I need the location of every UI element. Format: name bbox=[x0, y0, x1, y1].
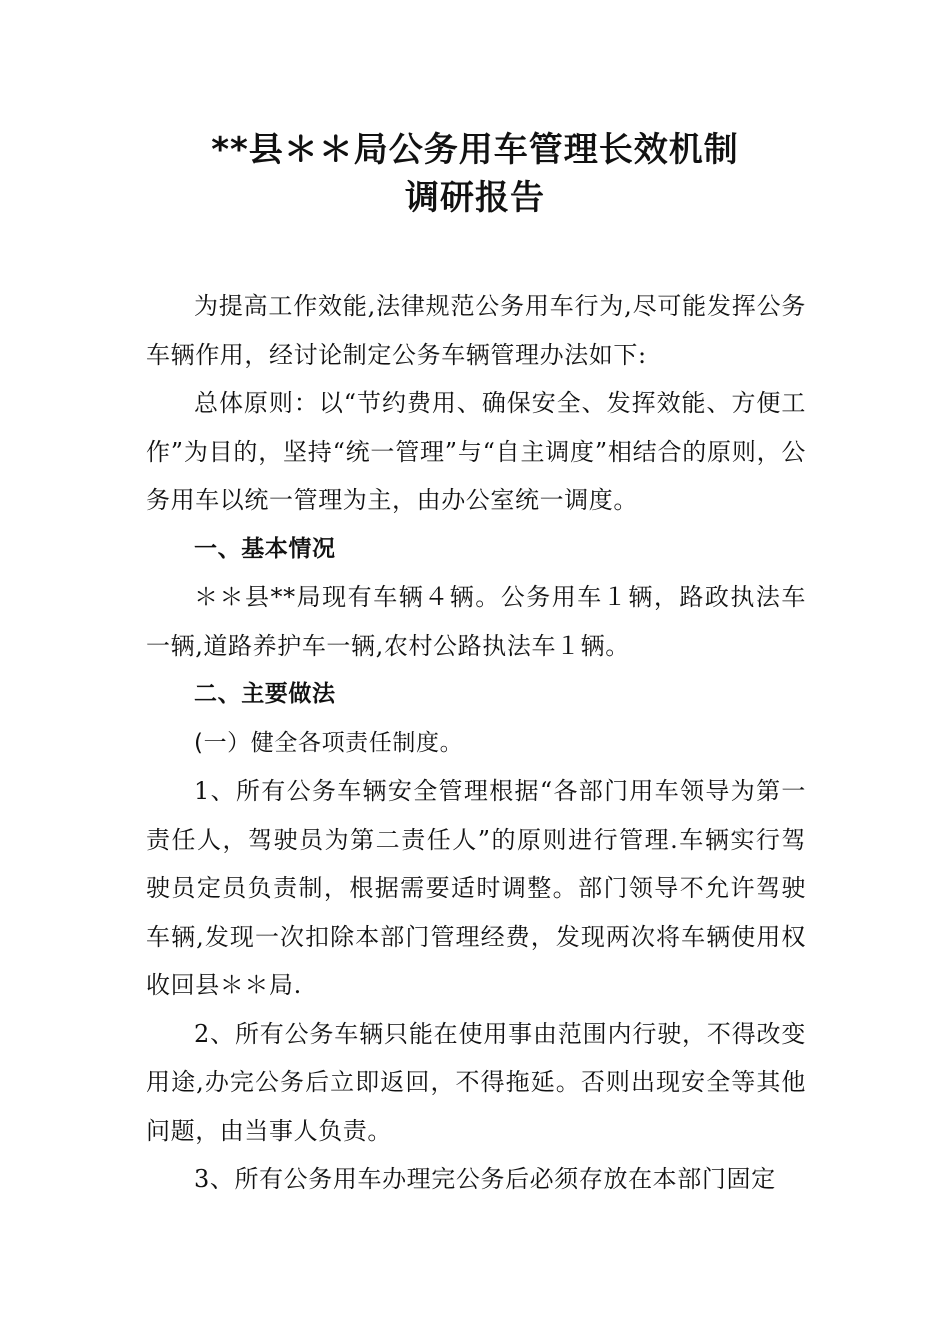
principle-paragraph: 总体原则：以“节约费用、确保安全、发挥效能、方便工作”为目的，坚持“统一管理”与“自主调度”相结合的原则，公务用车以统一管理为主，由办公室统一调度。 bbox=[146, 389, 806, 514]
subsection-heading-responsibility: (一）健全各项责任制度。 bbox=[194, 729, 464, 756]
intro-paragraph: 为提高工作效能,法律规范公务用车行为,尽可能发挥公务车辆作用，经讨论制定公务车辆管理办法如下: bbox=[146, 292, 806, 369]
item-paragraph-1: 1、所有公务车辆安全管理根据“各部门用车领导为第一责任人，驾驶员为第二责任人”的原则进行管理.车辆实行驾驶员定员负责制，根据需要适时调整。部门领导不允许驾驶车辆,发现一次扣除本部门管理经费，发现两次将车辆使用权收回县＊＊局. bbox=[146, 777, 806, 999]
title-line-1: **县＊＊局公务用车管理长效机制 bbox=[211, 130, 739, 170]
document-body bbox=[146, 282, 806, 1204]
document-title bbox=[0, 126, 950, 222]
item-paragraph-3: 3、所有公务用车办理完公务后必须存放在本部门固定 bbox=[194, 1165, 776, 1193]
title-line-2: 调研报告 bbox=[405, 178, 545, 218]
item-paragraph-2: 2、所有公务车辆只能在使用事由范围内行驶，不得改变用途,办完公务后立即返回，不得拖延。否则出现安全等其他问题，由当事人负责。 bbox=[146, 1019, 806, 1145]
section-heading-basic-situation: 一、基本情况 bbox=[194, 535, 336, 562]
section-heading-main-practices: 二、主要做法 bbox=[194, 681, 336, 707]
basic-situation-paragraph: ＊＊县**局现有车辆４辆。公务用车１辆，路政执法车一辆,道路养护车一辆,农村公路执法车１辆。 bbox=[146, 583, 806, 660]
